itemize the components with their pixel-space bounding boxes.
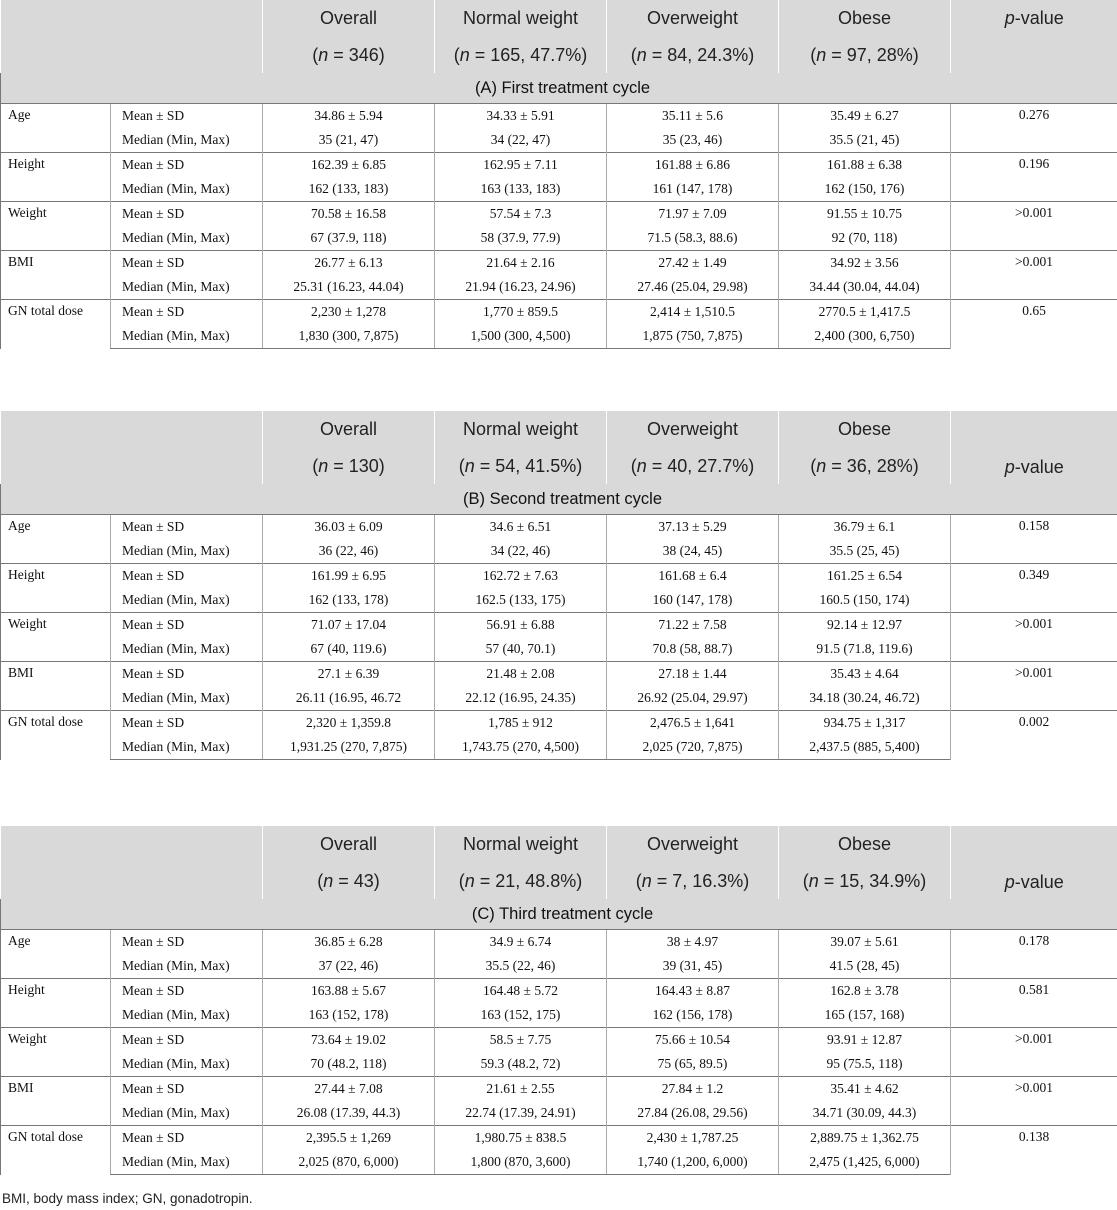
col-n-value: (n = 43) xyxy=(263,863,435,899)
col-header: Obese xyxy=(779,0,951,37)
stat-label: Mean ± SD xyxy=(111,662,263,687)
col-n-value: (n = 54, 41.5%) xyxy=(435,448,607,484)
col-n-value: (n = 346) xyxy=(263,37,435,73)
cell-value: 161.68 ± 6.4 xyxy=(607,564,779,589)
cell-value: 1,830 (300, 7,875) xyxy=(263,324,435,349)
cell-value: 35.5 (21, 45) xyxy=(779,128,951,153)
cell-value: 161.88 ± 6.38 xyxy=(779,153,951,178)
cell-value: 2,437.5 (885, 5,400) xyxy=(779,735,951,760)
cell-value: 2,025 (720, 7,875) xyxy=(607,735,779,760)
cell-value: 22.74 (17.39, 24.91) xyxy=(435,1101,607,1126)
p-value-header-blank xyxy=(951,37,1117,73)
table-row xyxy=(1,128,1117,153)
cell-value: 21.61 ± 2.55 xyxy=(435,1077,607,1102)
p-value: 0.581 xyxy=(951,979,1117,1028)
cell-value: 26.08 (17.39, 44.3) xyxy=(263,1101,435,1126)
cell-value: 70.8 (58, 88.7) xyxy=(607,637,779,662)
col-header: Obese xyxy=(779,826,951,863)
cell-value: 163 (152, 175) xyxy=(435,1003,607,1028)
table-row xyxy=(1,735,1117,760)
table-row xyxy=(1,1077,1117,1102)
section-title: (C) Third treatment cycle xyxy=(1,899,1117,930)
cell-value: 1,931.25 (270, 7,875) xyxy=(263,735,435,760)
p-value-header: p-value xyxy=(951,826,1117,899)
cell-value: 21.64 ± 2.16 xyxy=(435,251,607,276)
p-value: 0.196 xyxy=(951,153,1117,202)
variable-name: GN total dose xyxy=(1,711,111,760)
stat-label: Mean ± SD xyxy=(111,515,263,540)
cell-value: 34 (22, 47) xyxy=(435,128,607,153)
cell-value: 162.5 (133, 175) xyxy=(435,588,607,613)
cell-value: 162.95 ± 7.11 xyxy=(435,153,607,178)
cell-value: 34.6 ± 6.51 xyxy=(435,515,607,540)
table-row xyxy=(1,564,1117,589)
cell-value: 26.11 (16.95, 46.72 xyxy=(263,686,435,711)
cell-value: 73.64 ± 19.02 xyxy=(263,1028,435,1053)
cell-value: 34 (22, 46) xyxy=(435,539,607,564)
cell-value: 2,414 ± 1,510.5 xyxy=(607,300,779,325)
p-value: 0.276 xyxy=(951,104,1117,153)
stat-label: Mean ± SD xyxy=(111,1077,263,1102)
cell-value: 2770.5 ± 1,417.5 xyxy=(779,300,951,325)
cell-value: 71.07 ± 17.04 xyxy=(263,613,435,638)
cell-value: 91.5 (71.8, 119.6) xyxy=(779,637,951,662)
col-header: Normal weight xyxy=(435,826,607,863)
cell-value: 35.49 ± 6.27 xyxy=(779,104,951,129)
table-row xyxy=(1,275,1117,300)
table-3 xyxy=(0,826,1117,1175)
p-value: 0.002 xyxy=(951,711,1117,760)
cell-value: 162 (133, 178) xyxy=(263,588,435,613)
stat-label: Median (Min, Max) xyxy=(111,226,263,251)
p-value: >0.001 xyxy=(951,251,1117,300)
cell-value: 1,740 (1,200, 6,000) xyxy=(607,1150,779,1175)
p-value: 0.138 xyxy=(951,1126,1117,1175)
variable-name: BMI xyxy=(1,662,111,711)
stat-label: Mean ± SD xyxy=(111,711,263,736)
cell-value: 160 (147, 178) xyxy=(607,588,779,613)
cell-value: 35.5 (25, 45) xyxy=(779,539,951,564)
col-n-value: (n = 7, 16.3%) xyxy=(607,863,779,899)
cell-value: 2,475 (1,425, 6,000) xyxy=(779,1150,951,1175)
variable-name: Weight xyxy=(1,613,111,662)
header-blank xyxy=(1,411,263,484)
col-n-value: (n = 15, 34.9%) xyxy=(779,863,951,899)
cell-value: 35.11 ± 5.6 xyxy=(607,104,779,129)
cell-value: 95 (75.5, 118) xyxy=(779,1052,951,1077)
stat-label: Mean ± SD xyxy=(111,613,263,638)
table-row xyxy=(1,1150,1117,1175)
variable-name: BMI xyxy=(1,251,111,300)
col-n-value: (n = 36, 28%) xyxy=(779,448,951,484)
cell-value: 160.5 (150, 174) xyxy=(779,588,951,613)
p-value: >0.001 xyxy=(951,1077,1117,1126)
cell-value: 92 (70, 118) xyxy=(779,226,951,251)
p-value: 0.158 xyxy=(951,515,1117,564)
table-row xyxy=(1,515,1117,540)
table-row xyxy=(1,686,1117,711)
cell-value: 164.48 ± 5.72 xyxy=(435,979,607,1004)
variable-name: Age xyxy=(1,515,111,564)
table-row xyxy=(1,637,1117,662)
cell-value: 2,430 ± 1,787.25 xyxy=(607,1126,779,1151)
table-row xyxy=(1,588,1117,613)
section-title: (B) Second treatment cycle xyxy=(1,484,1117,515)
cell-value: 1,743.75 (270, 4,500) xyxy=(435,735,607,760)
cell-value: 163 (133, 183) xyxy=(435,177,607,202)
cell-value: 27.1 ± 6.39 xyxy=(263,662,435,687)
cell-value: 71.5 (58.3, 88.6) xyxy=(607,226,779,251)
col-header: Overweight xyxy=(607,826,779,863)
cell-value: 163.88 ± 5.67 xyxy=(263,979,435,1004)
cell-value: 2,395.5 ± 1,269 xyxy=(263,1126,435,1151)
cell-value: 163 (152, 178) xyxy=(263,1003,435,1028)
cell-value: 162.8 ± 3.78 xyxy=(779,979,951,1004)
section-title: (A) First treatment cycle xyxy=(1,73,1117,104)
cell-value: 2,230 ± 1,278 xyxy=(263,300,435,325)
cell-value: 58 (37.9, 77.9) xyxy=(435,226,607,251)
stat-label: Mean ± SD xyxy=(111,153,263,178)
cell-value: 67 (40, 119.6) xyxy=(263,637,435,662)
stat-label: Median (Min, Max) xyxy=(111,637,263,662)
cell-value: 27.84 ± 1.2 xyxy=(607,1077,779,1102)
footnote: BMI, body mass index; GN, gonadotropin. xyxy=(2,1191,253,1206)
cell-value: 34.92 ± 3.56 xyxy=(779,251,951,276)
stat-label: Mean ± SD xyxy=(111,1028,263,1053)
cell-value: 37.13 ± 5.29 xyxy=(607,515,779,540)
col-n-value: (n = 21, 48.8%) xyxy=(435,863,607,899)
stat-label: Median (Min, Max) xyxy=(111,735,263,760)
cell-value: 59.3 (48.2, 72) xyxy=(435,1052,607,1077)
cell-value: 2,025 (870, 6,000) xyxy=(263,1150,435,1175)
p-value: >0.001 xyxy=(951,662,1117,711)
cell-value: 70.58 ± 16.58 xyxy=(263,202,435,227)
cell-value: 37 (22, 46) xyxy=(263,954,435,979)
table-2 xyxy=(0,411,1117,760)
cell-value: 22.12 (16.95, 24.35) xyxy=(435,686,607,711)
col-n-value: (n = 84, 24.3%) xyxy=(607,37,779,73)
cell-value: 36.85 ± 6.28 xyxy=(263,930,435,955)
stat-label: Mean ± SD xyxy=(111,104,263,129)
variable-name: Height xyxy=(1,979,111,1028)
table-1 xyxy=(0,0,1117,349)
cell-value: 34.33 ± 5.91 xyxy=(435,104,607,129)
table-row xyxy=(1,226,1117,251)
cell-value: 35 (23, 46) xyxy=(607,128,779,153)
table-row xyxy=(1,979,1117,1004)
cell-value: 34.86 ± 5.94 xyxy=(263,104,435,129)
cell-value: 56.91 ± 6.88 xyxy=(435,613,607,638)
cell-value: 162.72 ± 7.63 xyxy=(435,564,607,589)
cell-value: 67 (37.9, 118) xyxy=(263,226,435,251)
table-row xyxy=(1,711,1117,736)
variable-name: Height xyxy=(1,564,111,613)
cell-value: 1,785 ± 912 xyxy=(435,711,607,736)
p-value: 0.178 xyxy=(951,930,1117,979)
col-header: Normal weight xyxy=(435,0,607,37)
cell-value: 161 (147, 178) xyxy=(607,177,779,202)
cell-value: 58.5 ± 7.75 xyxy=(435,1028,607,1053)
variable-name: BMI xyxy=(1,1077,111,1126)
stat-label: Median (Min, Max) xyxy=(111,275,263,300)
table-row xyxy=(1,324,1117,349)
table-row xyxy=(1,104,1117,129)
cell-value: 39 (31, 45) xyxy=(607,954,779,979)
table-row xyxy=(1,153,1117,178)
cell-value: 41.5 (28, 45) xyxy=(779,954,951,979)
cell-value: 934.75 ± 1,317 xyxy=(779,711,951,736)
table-row xyxy=(1,251,1117,276)
cell-value: 35.41 ± 4.62 xyxy=(779,1077,951,1102)
stat-label: Median (Min, Max) xyxy=(111,686,263,711)
cell-value: 164.43 ± 8.87 xyxy=(607,979,779,1004)
stat-label: Median (Min, Max) xyxy=(111,177,263,202)
cell-value: 21.94 (16.23, 24.96) xyxy=(435,275,607,300)
cell-value: 34.44 (30.04, 44.04) xyxy=(779,275,951,300)
cell-value: 21.48 ± 2.08 xyxy=(435,662,607,687)
col-n-value: (n = 40, 27.7%) xyxy=(607,448,779,484)
cell-value: 71.22 ± 7.58 xyxy=(607,613,779,638)
p-value: >0.001 xyxy=(951,613,1117,662)
stat-label: Median (Min, Max) xyxy=(111,324,263,349)
table-row xyxy=(1,539,1117,564)
col-n-value: (n = 165, 47.7%) xyxy=(435,37,607,73)
stat-label: Median (Min, Max) xyxy=(111,588,263,613)
stat-label: Median (Min, Max) xyxy=(111,539,263,564)
cell-value: 27.44 ± 7.08 xyxy=(263,1077,435,1102)
cell-value: 34.9 ± 6.74 xyxy=(435,930,607,955)
cell-value: 27.46 (25.04, 29.98) xyxy=(607,275,779,300)
cell-value: 2,476.5 ± 1,641 xyxy=(607,711,779,736)
cell-value: 162 (150, 176) xyxy=(779,177,951,202)
stat-label: Mean ± SD xyxy=(111,251,263,276)
cell-value: 36.03 ± 6.09 xyxy=(263,515,435,540)
cell-value: 162 (156, 178) xyxy=(607,1003,779,1028)
stat-label: Median (Min, Max) xyxy=(111,128,263,153)
cell-value: 38 (24, 45) xyxy=(607,539,779,564)
cell-value: 25.31 (16.23, 44.04) xyxy=(263,275,435,300)
stat-label: Mean ± SD xyxy=(111,202,263,227)
cell-value: 38 ± 4.97 xyxy=(607,930,779,955)
col-header: Overall xyxy=(263,0,435,37)
variable-name: Height xyxy=(1,153,111,202)
stat-label: Mean ± SD xyxy=(111,300,263,325)
cell-value: 26.92 (25.04, 29.97) xyxy=(607,686,779,711)
variable-name: Age xyxy=(1,104,111,153)
cell-value: 34.18 (30.24, 46.72) xyxy=(779,686,951,711)
cell-value: 92.14 ± 12.97 xyxy=(779,613,951,638)
cell-value: 162 (133, 183) xyxy=(263,177,435,202)
stat-label: Mean ± SD xyxy=(111,979,263,1004)
stat-label: Median (Min, Max) xyxy=(111,1003,263,1028)
cell-value: 36 (22, 46) xyxy=(263,539,435,564)
table-row xyxy=(1,1052,1117,1077)
col-header: Obese xyxy=(779,411,951,448)
table-row xyxy=(1,954,1117,979)
table-row xyxy=(1,1126,1117,1151)
cell-value: 165 (157, 168) xyxy=(779,1003,951,1028)
cell-value: 36.79 ± 6.1 xyxy=(779,515,951,540)
stat-label: Median (Min, Max) xyxy=(111,1052,263,1077)
cell-value: 161.88 ± 6.86 xyxy=(607,153,779,178)
cell-value: 1,770 ± 859.5 xyxy=(435,300,607,325)
cell-value: 27.18 ± 1.44 xyxy=(607,662,779,687)
cell-value: 161.99 ± 6.95 xyxy=(263,564,435,589)
stat-label: Mean ± SD xyxy=(111,930,263,955)
col-header: Overall xyxy=(263,826,435,863)
p-value: >0.001 xyxy=(951,1028,1117,1077)
stat-label: Median (Min, Max) xyxy=(111,954,263,979)
cell-value: 57 (40, 70.1) xyxy=(435,637,607,662)
cell-value: 75 (65, 89.5) xyxy=(607,1052,779,1077)
table-row xyxy=(1,1101,1117,1126)
p-value: >0.001 xyxy=(951,202,1117,251)
cell-value: 34.71 (30.09, 44.3) xyxy=(779,1101,951,1126)
stat-label: Median (Min, Max) xyxy=(111,1150,263,1175)
p-value: 0.349 xyxy=(951,564,1117,613)
variable-name: Age xyxy=(1,930,111,979)
stat-label: Median (Min, Max) xyxy=(111,1101,263,1126)
stat-label: Mean ± SD xyxy=(111,564,263,589)
variable-name: Weight xyxy=(1,202,111,251)
cell-value: 2,400 (300, 6,750) xyxy=(779,324,951,349)
cell-value: 2,889.75 ± 1,362.75 xyxy=(779,1126,951,1151)
col-header: Overall xyxy=(263,411,435,448)
col-n-value: (n = 130) xyxy=(263,448,435,484)
cell-value: 1,500 (300, 4,500) xyxy=(435,324,607,349)
table-row xyxy=(1,613,1117,638)
p-value: 0.65 xyxy=(951,300,1117,349)
cell-value: 161.25 ± 6.54 xyxy=(779,564,951,589)
header-blank xyxy=(1,826,263,899)
cell-value: 2,320 ± 1,359.8 xyxy=(263,711,435,736)
variable-name: GN total dose xyxy=(1,1126,111,1175)
table-row xyxy=(1,1003,1117,1028)
col-header: Overweight xyxy=(607,411,779,448)
p-value-header: p-value xyxy=(951,411,1117,484)
col-n-value: (n = 97, 28%) xyxy=(779,37,951,73)
col-header: Overweight xyxy=(607,0,779,37)
p-value-header: p-value xyxy=(951,0,1117,37)
cell-value: 26.77 ± 6.13 xyxy=(263,251,435,276)
cell-value: 71.97 ± 7.09 xyxy=(607,202,779,227)
table-row xyxy=(1,1028,1117,1053)
cell-value: 93.91 ± 12.87 xyxy=(779,1028,951,1053)
cell-value: 35.5 (22, 46) xyxy=(435,954,607,979)
table-row xyxy=(1,930,1117,955)
stat-label: Mean ± SD xyxy=(111,1126,263,1151)
cell-value: 1,875 (750, 7,875) xyxy=(607,324,779,349)
cell-value: 70 (48.2, 118) xyxy=(263,1052,435,1077)
cell-value: 35 (21, 47) xyxy=(263,128,435,153)
col-header: Normal weight xyxy=(435,411,607,448)
cell-value: 75.66 ± 10.54 xyxy=(607,1028,779,1053)
variable-name: Weight xyxy=(1,1028,111,1077)
table-row xyxy=(1,662,1117,687)
table-row xyxy=(1,177,1117,202)
cell-value: 35.43 ± 4.64 xyxy=(779,662,951,687)
cell-value: 27.84 (26.08, 29.56) xyxy=(607,1101,779,1126)
cell-value: 57.54 ± 7.3 xyxy=(435,202,607,227)
cell-value: 1,800 (870, 3,600) xyxy=(435,1150,607,1175)
cell-value: 39.07 ± 5.61 xyxy=(779,930,951,955)
table-row xyxy=(1,202,1117,227)
header-blank xyxy=(1,0,263,73)
cell-value: 162.39 ± 6.85 xyxy=(263,153,435,178)
cell-value: 91.55 ± 10.75 xyxy=(779,202,951,227)
cell-value: 1,980.75 ± 838.5 xyxy=(435,1126,607,1151)
table-row xyxy=(1,300,1117,325)
cell-value: 27.42 ± 1.49 xyxy=(607,251,779,276)
variable-name: GN total dose xyxy=(1,300,111,349)
